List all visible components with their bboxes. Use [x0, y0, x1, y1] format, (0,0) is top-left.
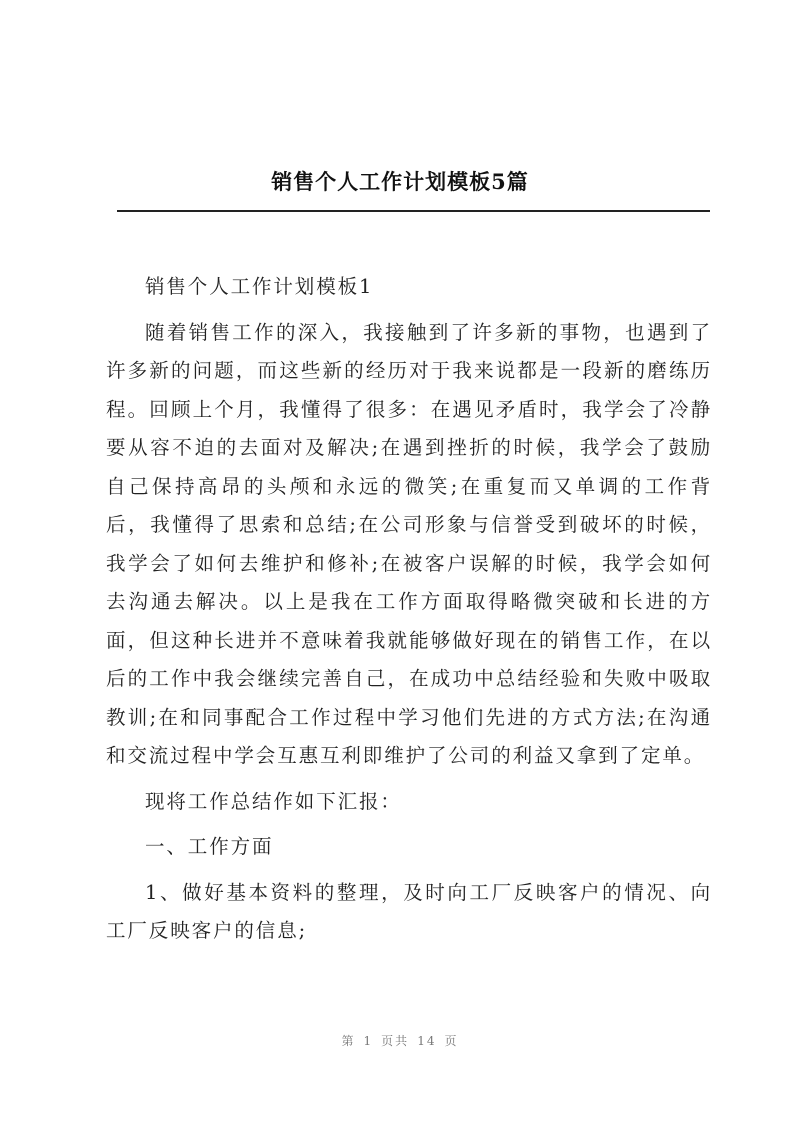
footer-middle: 页共 [381, 1034, 410, 1048]
footer-prefix: 第 [341, 1034, 356, 1048]
section-heading: 销售个人工作计划模板1 [145, 275, 374, 298]
footer-total-pages: 14 [417, 1034, 437, 1048]
body-paragraph: 现将工作总结作如下汇报： [145, 789, 402, 813]
body-paragraph: 1、做好基本资料的整理，及时向工厂反映客户的情况、向工厂反映客户的信息; [106, 880, 712, 942]
footer-page-number: 1 [363, 1034, 374, 1048]
footer-suffix: 页 [444, 1034, 459, 1048]
title-divider [117, 210, 710, 212]
document-title: 销售个人工作计划模板5篇 [271, 169, 529, 194]
body-paragraph: 随着销售工作的深入，我接触到了许多新的事物，也遇到了许多新的问题，而这些新的经历对于我来说都是一段新的磨练历程。回顾上个月，我懂得了很多：在遇见矛盾时，我学会了冷静要从容不迫的去面对及解决;在遇到挫折的时候，我学会了鼓励自己保持高昂的头颅和永远的微笑;在重复而又单调的工作背后，我懂得了思索和总结;在公司形象与信誉受到破坏的时候，我学会了如何去维护和修补;在被客户误解的时候，我学会如何去沟通去解决。以上是我在工作方面取得略微突破和长进的方面，但这种长进并不意味着我就能够做好现在的销售工作，在以后的工作中我会继续完善自己，在成功中总结经验和失败中吸取教训;在和同事配合工作过程中学习他们先进的方式方法;在沟通和交流过程中学会互惠互利即维护了公司的利益又拿到了定单。 [106, 320, 712, 767]
subsection-heading: 一、工作方面 [145, 835, 274, 858]
document-body [106, 268, 712, 958]
page-footer [0, 1032, 800, 1049]
